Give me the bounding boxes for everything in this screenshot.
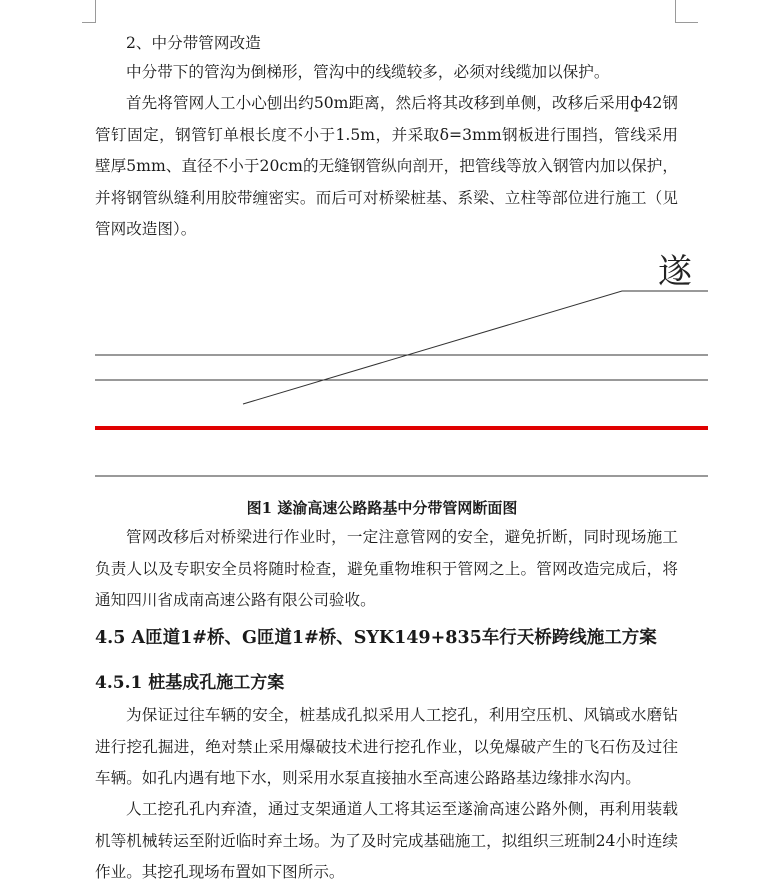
paragraph-2: 首先将管网人工小心刨出约50m距离，然后将其改移到单侧，改移后采用ф42钢管钉固定，钢管钉单根长度不小于1.5m，并采取δ=3mm钢板进行围挡，管线采用壁厚5mm、直径不小于20cm的无缝钢管纵向剖开，把管线等放入钢管内加以保护，并将钢管纵缝利用胶带缠密实。而后可对桥梁桩基、系梁、立柱等部位进行施工（见管网改造图）。 [95,94,678,238]
section-title: 2、中分带管网改造 [126,34,261,52]
figure-leader-line [243,291,708,404]
figure-caption: 图1 遂渝高速公路路基中分带管网断面图 [246,499,518,517]
heading-4-5-1: 4.5.1 桩基成孔施工方案 [95,673,285,693]
paragraph-3: 管网改移后对桥梁进行作业时，一定注意管网的安全，避免折断，同时现场施工负责人以及专职安全员将随时检查，避免重物堆积于管网之上。管网改造完成后，将通知四川省成南高速公路有限公司验收。 [95,528,678,609]
paragraph-5: 人工挖孔孔内弃渣，通过支架通道人工将其运至遂渝高速公路外侧，再利用装载机等机械转运至附近临时弃土场。为了及时完成基础施工，拟组织三班制24小时连续作业。其挖孔现场布置如下图所示。 [95,800,678,881]
paragraph-4: 为保证过往车辆的安全，桩基成孔拟采用人工挖孔，利用空压机、风镐或水磨钻进行挖孔掘进，绝对禁止采用爆破技术进行挖孔作业，以免爆破产生的飞石伤及过往车辆。如孔内遇有地下水，则采用水泵直接抽水至高速公路路基边缘排水沟内。 [95,706,678,787]
paragraph-1: 中分带下的管沟为倒梯形，管沟中的线缆较多，必须对线缆加以保护。 [126,63,610,81]
heading-4-5: 4.5 A匝道1#桥、G匝道1#桥、SYK149+835车行天桥跨线施工方案 [95,628,657,648]
figure-label-fragment: 遂 [658,252,692,292]
